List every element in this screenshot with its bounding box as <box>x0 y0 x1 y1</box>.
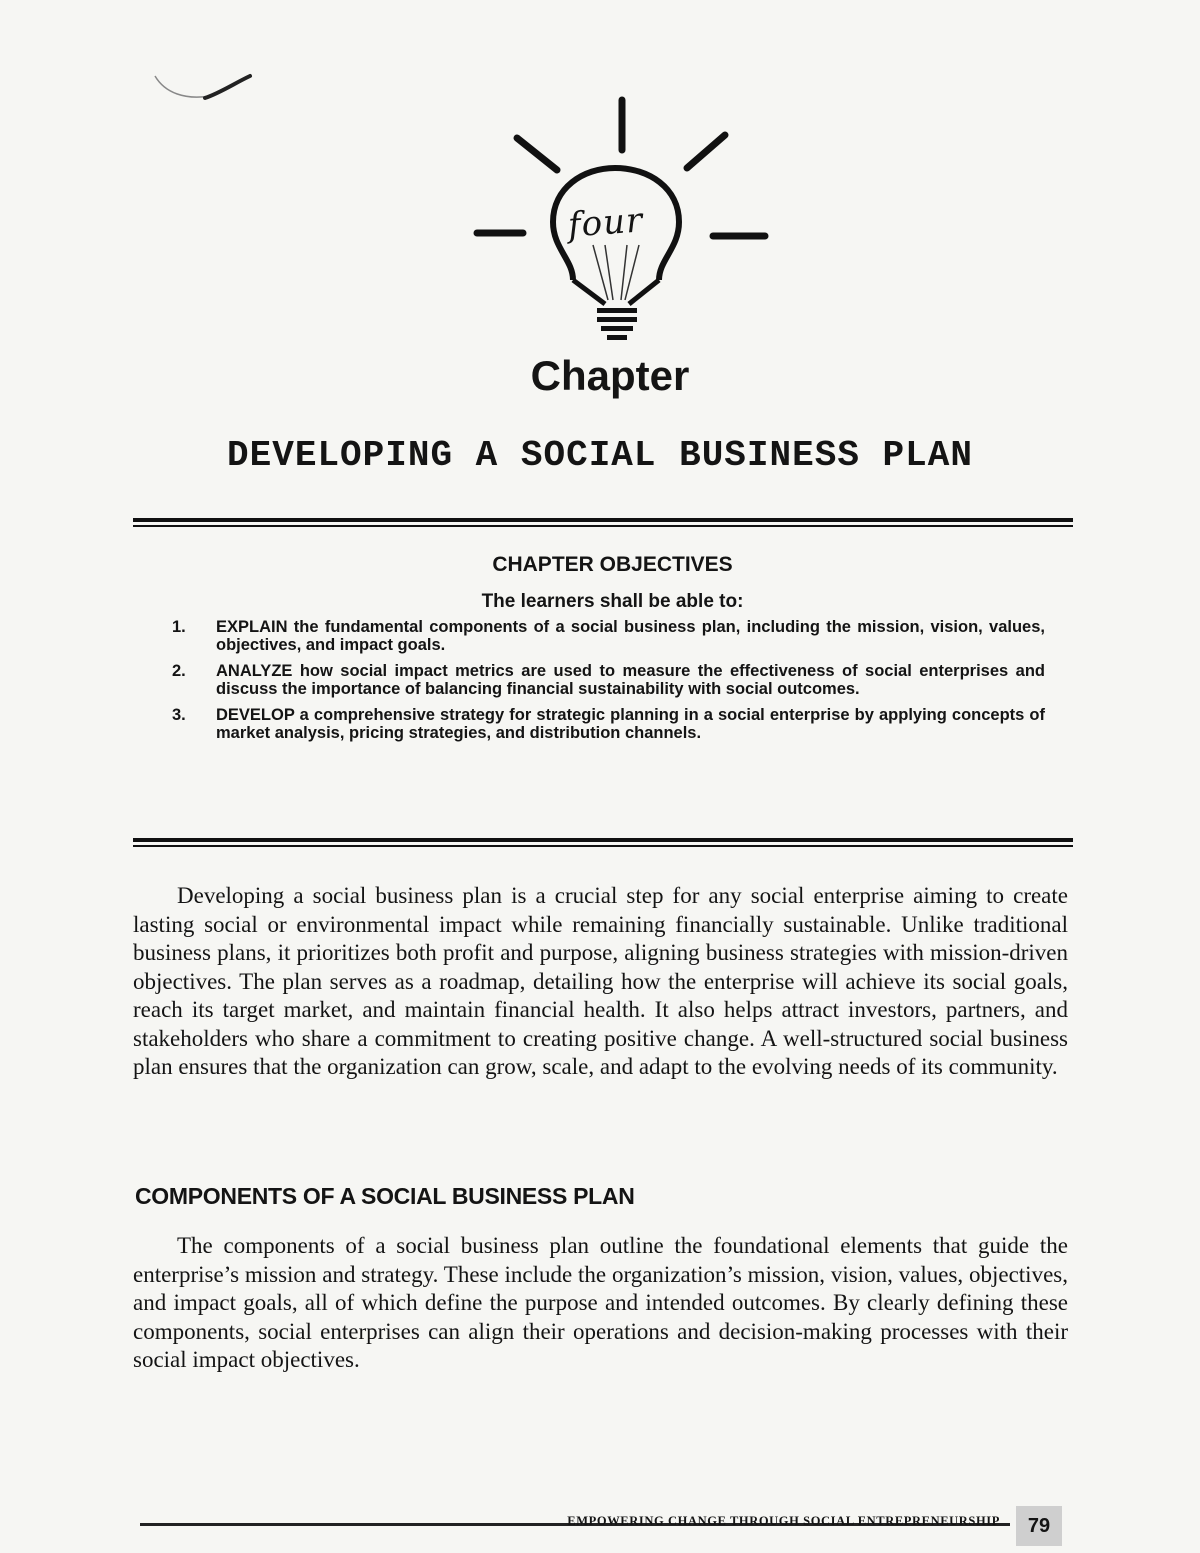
chapter-objectives-box <box>160 553 1045 750</box>
objectives-intro: The learners shall be able to: <box>481 591 744 612</box>
intro-paragraph <box>133 882 1068 1082</box>
objective-item <box>160 706 1045 742</box>
objective-text: DEVELOP a comprehensive strategy for strategic planning in a social enterprise by applying concepts of market analysis, pricing strategies, and distribution channels. <box>216 706 1045 742</box>
objective-text: EXPLAIN the fundamental components of a social business plan, including the mission, vision, values, objectives, and impact goals. <box>216 618 1045 654</box>
components-paragraph-text: The components of a social business plan outline the foundational elements that guide the enterprise’s mission and strategy. These include the organization’s mission, vision, values, objectives, and impact goals, all of which define the purpose and intended outcomes. By clearly defining these components, social enterprises can align their operations and decision-making processes with their social impact objectives. <box>133 1233 1068 1372</box>
pen-mark-decoration <box>150 68 260 113</box>
objective-number: 1. <box>172 618 186 636</box>
top-divider <box>133 518 1073 527</box>
chapter-number-word: four <box>566 200 645 246</box>
bottom-divider <box>133 838 1073 847</box>
page-number: 79 <box>1016 1506 1062 1546</box>
intro-paragraph-text: Developing a social business plan is a crucial step for any social enterprise aiming to create lasting social or environmental impact while remaining financially sustainable. Unlike traditional business plans, it prioritizes both profit and purpose, aligning business strategies with mission-driven objectives. The plan serves as a roadmap, detailing how the enterprise will achieve its social goals, reach its target market, and maintain financial health. It also helps attract investors, partners, and stakeholders who share a commitment to creating positive change. A well-structured social business plan ensures that the organization can grow, scale, and adapt to the evolving needs of its community. <box>133 883 1068 1079</box>
objective-item <box>160 662 1045 698</box>
chapter-title: DEVELOPING A SOCIAL BUSINESS PLAN <box>227 435 973 476</box>
objective-number: 2. <box>172 662 186 680</box>
section-heading: COMPONENTS OF A SOCIAL BUSINESS PLAN <box>135 1183 635 1209</box>
objective-number: 3. <box>172 706 186 724</box>
objective-text: ANALYZE how social impact metrics are used to measure the effectiveness of social enterprises and discuss the importance of balancing financial sustainability with social outcomes. <box>216 662 1045 698</box>
objective-item <box>160 618 1045 654</box>
footer-book-title: EMPOWERING CHANGE THROUGH SOCIAL ENTREPRENEURSHIP <box>567 1514 1000 1528</box>
objectives-heading: CHAPTER OBJECTIVES <box>492 553 733 576</box>
components-paragraph <box>133 1232 1068 1375</box>
objectives-list <box>160 618 1045 742</box>
chapter-label: Chapter <box>530 352 690 399</box>
